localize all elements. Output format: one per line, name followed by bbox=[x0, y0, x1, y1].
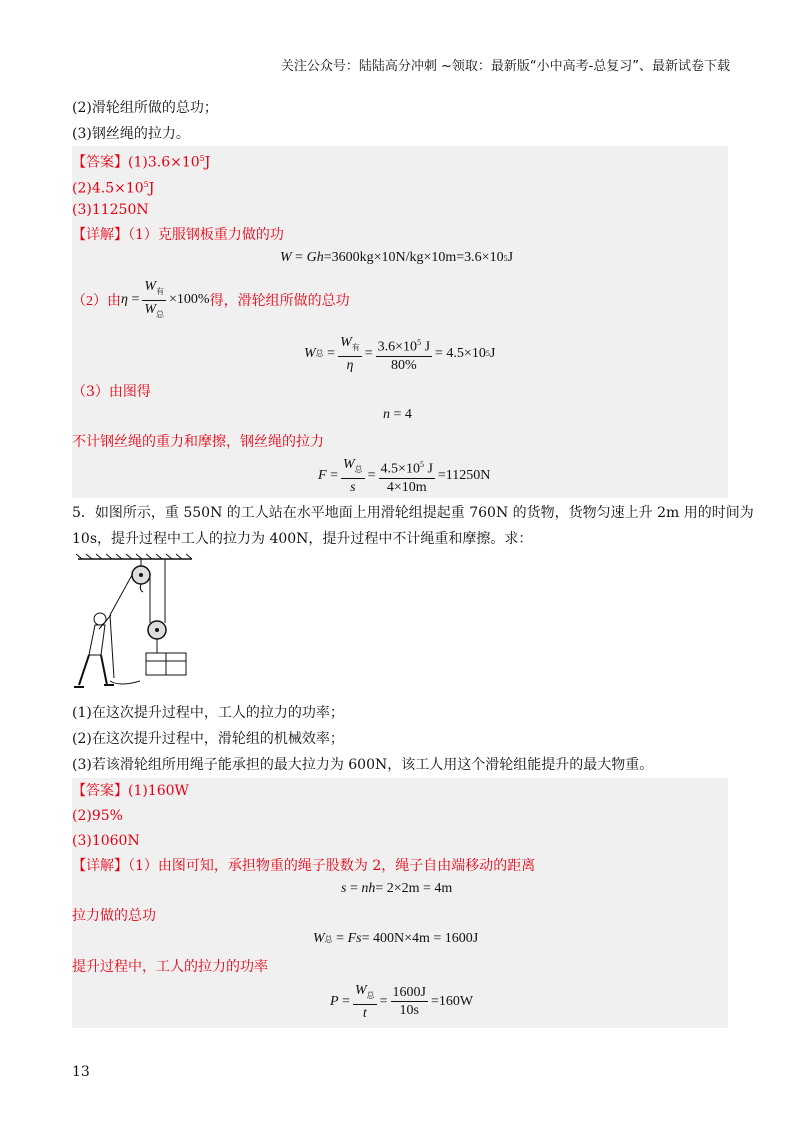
q4-equation-3: n = 4 bbox=[383, 407, 412, 422]
q4-sub2: (2)滑轮组所做的总功； bbox=[72, 100, 218, 116]
pulley-figure bbox=[70, 553, 200, 707]
q5-detail-3: 提升过程中，工人的拉力的功率 bbox=[72, 959, 268, 975]
q4-detail-3: （3）由图得 bbox=[72, 384, 151, 400]
q5-equation-1: s = n h = 2×2m = 4m bbox=[341, 881, 453, 896]
q5-answer-3: (3)1060N bbox=[72, 833, 140, 849]
q4-detail-1: 【详解】（1）克服钢板重力做的功 bbox=[72, 227, 284, 243]
q5-answer-2: (2)95% bbox=[72, 808, 123, 824]
q5-detail-2: 拉力做的总功 bbox=[72, 908, 156, 924]
q5-stem-2: 10s，提升过程中工人的拉力为 400N，提升过程中不计绳重和摩擦。求： bbox=[72, 531, 533, 547]
q4-detail-2: （2）由 η = $\frac{W_有}{W_总}$ ×100% 得，滑轮组所做的总功 bbox=[72, 279, 350, 319]
q5-sub2: (2)在这次提升过程中，滑轮组的机械效率； bbox=[72, 731, 344, 747]
q4-answer-1: 【答案】$(1)3.6\times 10^5J$ bbox=[72, 154, 211, 171]
q4-sub3: (3)钢丝绳的拉力。 bbox=[72, 126, 190, 142]
page-number: 13 bbox=[72, 1064, 90, 1080]
q5-equation-3: P = $\frac{W_总}{t}$ = $\frac{1600J}{10s}$ =160W bbox=[330, 983, 474, 1021]
pulley-worker-illustration bbox=[70, 553, 200, 703]
q4-detail-4: 不计钢丝绳的重力和摩擦，钢丝绳的拉力 bbox=[72, 434, 324, 450]
q4-equation-4: F = $\frac{W_总}{s}$ = $\frac{4.5\times 10^5 J}{4\times 10m}$ =11250N bbox=[318, 457, 491, 495]
q5-equation-2: W 总 = Fs = 400N×4m = 1600J bbox=[313, 931, 479, 946]
q5-sub1: (1)在这次提升过程中，工人的拉力的功率； bbox=[72, 705, 344, 721]
q5-stem-1: 5．如图所示，重 550N 的工人站在水平地面上用滑轮组提起重 760N 的货物，货物匀速上升 2m 用的时间为 bbox=[72, 505, 754, 521]
q5-answer-1: 【答案】(1)160W bbox=[72, 783, 189, 799]
q4-equation-1: W = Gh =3600kg×10N/kg×10m=3.6×10 5 J bbox=[280, 250, 514, 265]
q5-detail-1: 【详解】（1）由图可知，承担物重的绳子股数为 2，绳子自由端移动的距离 bbox=[72, 858, 536, 874]
q5-sub3: (3)若该滑轮组所用绳子能承担的最大拉力为 600N，该工人用这个滑轮组能提升的最大物重。 bbox=[72, 757, 654, 773]
q4-answer-2: $(2)4.5\times 10^5J$ bbox=[72, 180, 155, 197]
q4-answer-3: (3)11250N bbox=[72, 202, 149, 218]
q4-equation-2: W 总 = $\frac{W_有}{\eta}$ = $\frac{3.6\times 10^5 J}{80\%}$ = 4.5×10 5 J bbox=[304, 335, 496, 373]
page-header: 关注公众号：陆陆高分冲刺 ~领取：最新版“小中高考-总复习”、最新试卷下载 bbox=[280, 59, 730, 74]
